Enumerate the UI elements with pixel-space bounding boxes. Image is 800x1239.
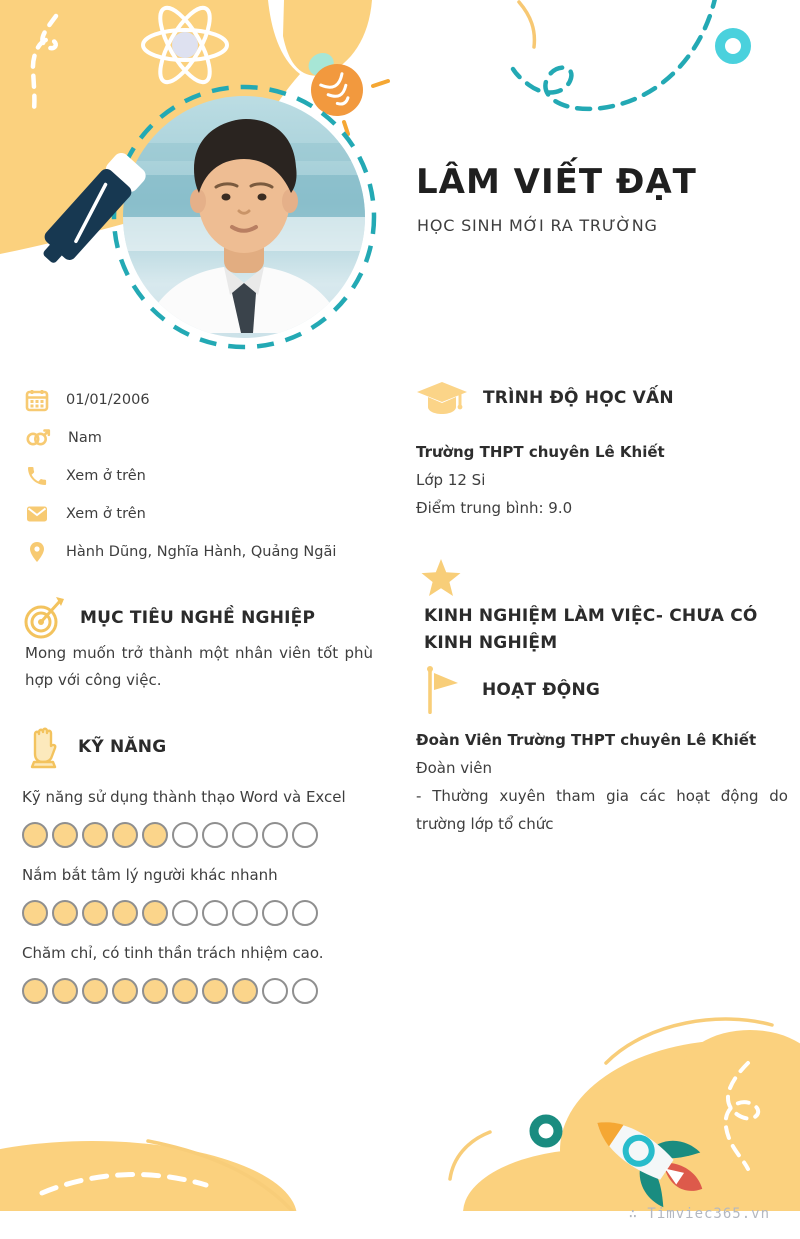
skill-dot [232,822,258,848]
education-class: Lớp 12 Si [416,471,486,489]
location-icon [25,540,49,564]
skill-dot [52,978,78,1004]
skill-dot [172,978,198,1004]
skill-dot [22,978,48,1004]
activity-heading: HOẠT ĐỘNG [482,680,601,700]
skill-label: Nắm bắt tâm lý người khác nhanh [22,866,278,884]
activity-section-header [424,664,600,716]
fist-icon [22,724,68,770]
contact-row-email [25,495,385,533]
skill-dot [112,900,138,926]
education-heading: TRÌNH ĐỘ HỌC VẤN [483,388,674,408]
skill-dot [292,978,318,1004]
skill-dot [22,822,48,848]
experience-section-icon [420,558,462,598]
skill-label: Chăm chỉ, có tinh thần trách nhiệm cao. [22,944,324,962]
skill-dot [82,900,108,926]
dob-value: 01/01/2006 [66,392,150,408]
skill-dot [142,978,168,1004]
graduation-cap-icon [415,378,469,418]
skill-dots [22,822,374,848]
email-icon [25,502,49,526]
skill-dot [262,822,288,848]
gender-value: Nam [68,430,102,446]
skill-dot [142,822,168,848]
skill-dot [232,978,258,1004]
skill-dot [172,900,198,926]
education-school: Trường THPT chuyên Lê Khiết [416,443,665,461]
skills-heading: KỸ NĂNG [78,737,167,757]
contact-row-dob [25,381,385,419]
candidate-name: LÂM VIẾT ĐẠT [416,162,697,202]
calendar-icon [25,388,49,412]
footer-brand: ∴ Timviec365.vn [628,1206,770,1222]
skill-dot [292,822,318,848]
bottom-decoration-shapes [0,1005,800,1239]
activity-org: Đoàn Viên Trường THPT chuyên Lê Khiết [416,731,757,749]
skill-label: Kỹ năng sử dụng thành thạo Word và Excel [22,788,346,806]
address-value: Hành Dũng, Nghĩa Hành, Quảng Ngãi [66,544,337,560]
skill-dot [142,900,168,926]
education-body [416,438,786,522]
skill-item [22,866,374,926]
skill-dot [232,900,258,926]
experience-heading: KINH NGHIỆM LÀM VIỆC- CHƯA CÓ KINH NGHIỆM [424,606,758,653]
flag-icon [424,664,460,716]
teal-dashed-swirl [513,0,716,109]
education-section-header [415,378,674,418]
skill-dot [202,978,228,1004]
objective-heading: MỤC TIÊU NGHỀ NGHIỆP [80,608,316,628]
email-value: Xem ở trên [66,506,146,522]
education-gpa: Điểm trung bình: 9.0 [416,499,573,517]
skill-dot [82,978,108,1004]
skill-dot [202,900,228,926]
skill-item [22,788,374,848]
skills-section-header [22,724,374,770]
target-icon [20,593,70,643]
teal-donut-dark-icon [534,1119,558,1143]
skill-dot [52,900,78,926]
objective-section-header [20,593,315,643]
yellow-arc [519,2,534,47]
skill-dot [292,900,318,926]
skill-dot [82,822,108,848]
skills-section [22,724,374,1004]
skill-dot [262,900,288,926]
activity-desc: - Thường xuyên tham gia các hoạt động do trường lớp tổ chức [416,787,788,833]
phone-icon [25,464,49,488]
skill-dot [112,978,138,1004]
skill-dot [262,978,288,1004]
contact-row-gender [25,419,385,457]
pen-icon [22,138,172,288]
contact-row-phone [25,457,385,495]
activity-role: Đoàn viên [416,759,493,777]
candidate-title: HỌC SINH MỚI RA TRƯỜNG [417,216,658,235]
skill-dots [22,978,374,1004]
skill-dot [112,822,138,848]
gender-icon [25,426,51,450]
objective-body: Mong muốn trở thành một nhân viên tốt phù hợp với công việc. [25,644,373,689]
activity-body [416,726,788,838]
contact-row-address [25,533,385,571]
skill-dot [202,822,228,848]
skill-dot [172,822,198,848]
contact-list [25,381,385,571]
skill-dots [22,900,374,926]
teal-donut-icon [720,33,746,59]
skill-dot [52,822,78,848]
phone-value: Xem ở trên [66,468,146,484]
skill-item [22,944,374,1004]
star-icon [420,558,462,598]
skill-dot [22,900,48,926]
